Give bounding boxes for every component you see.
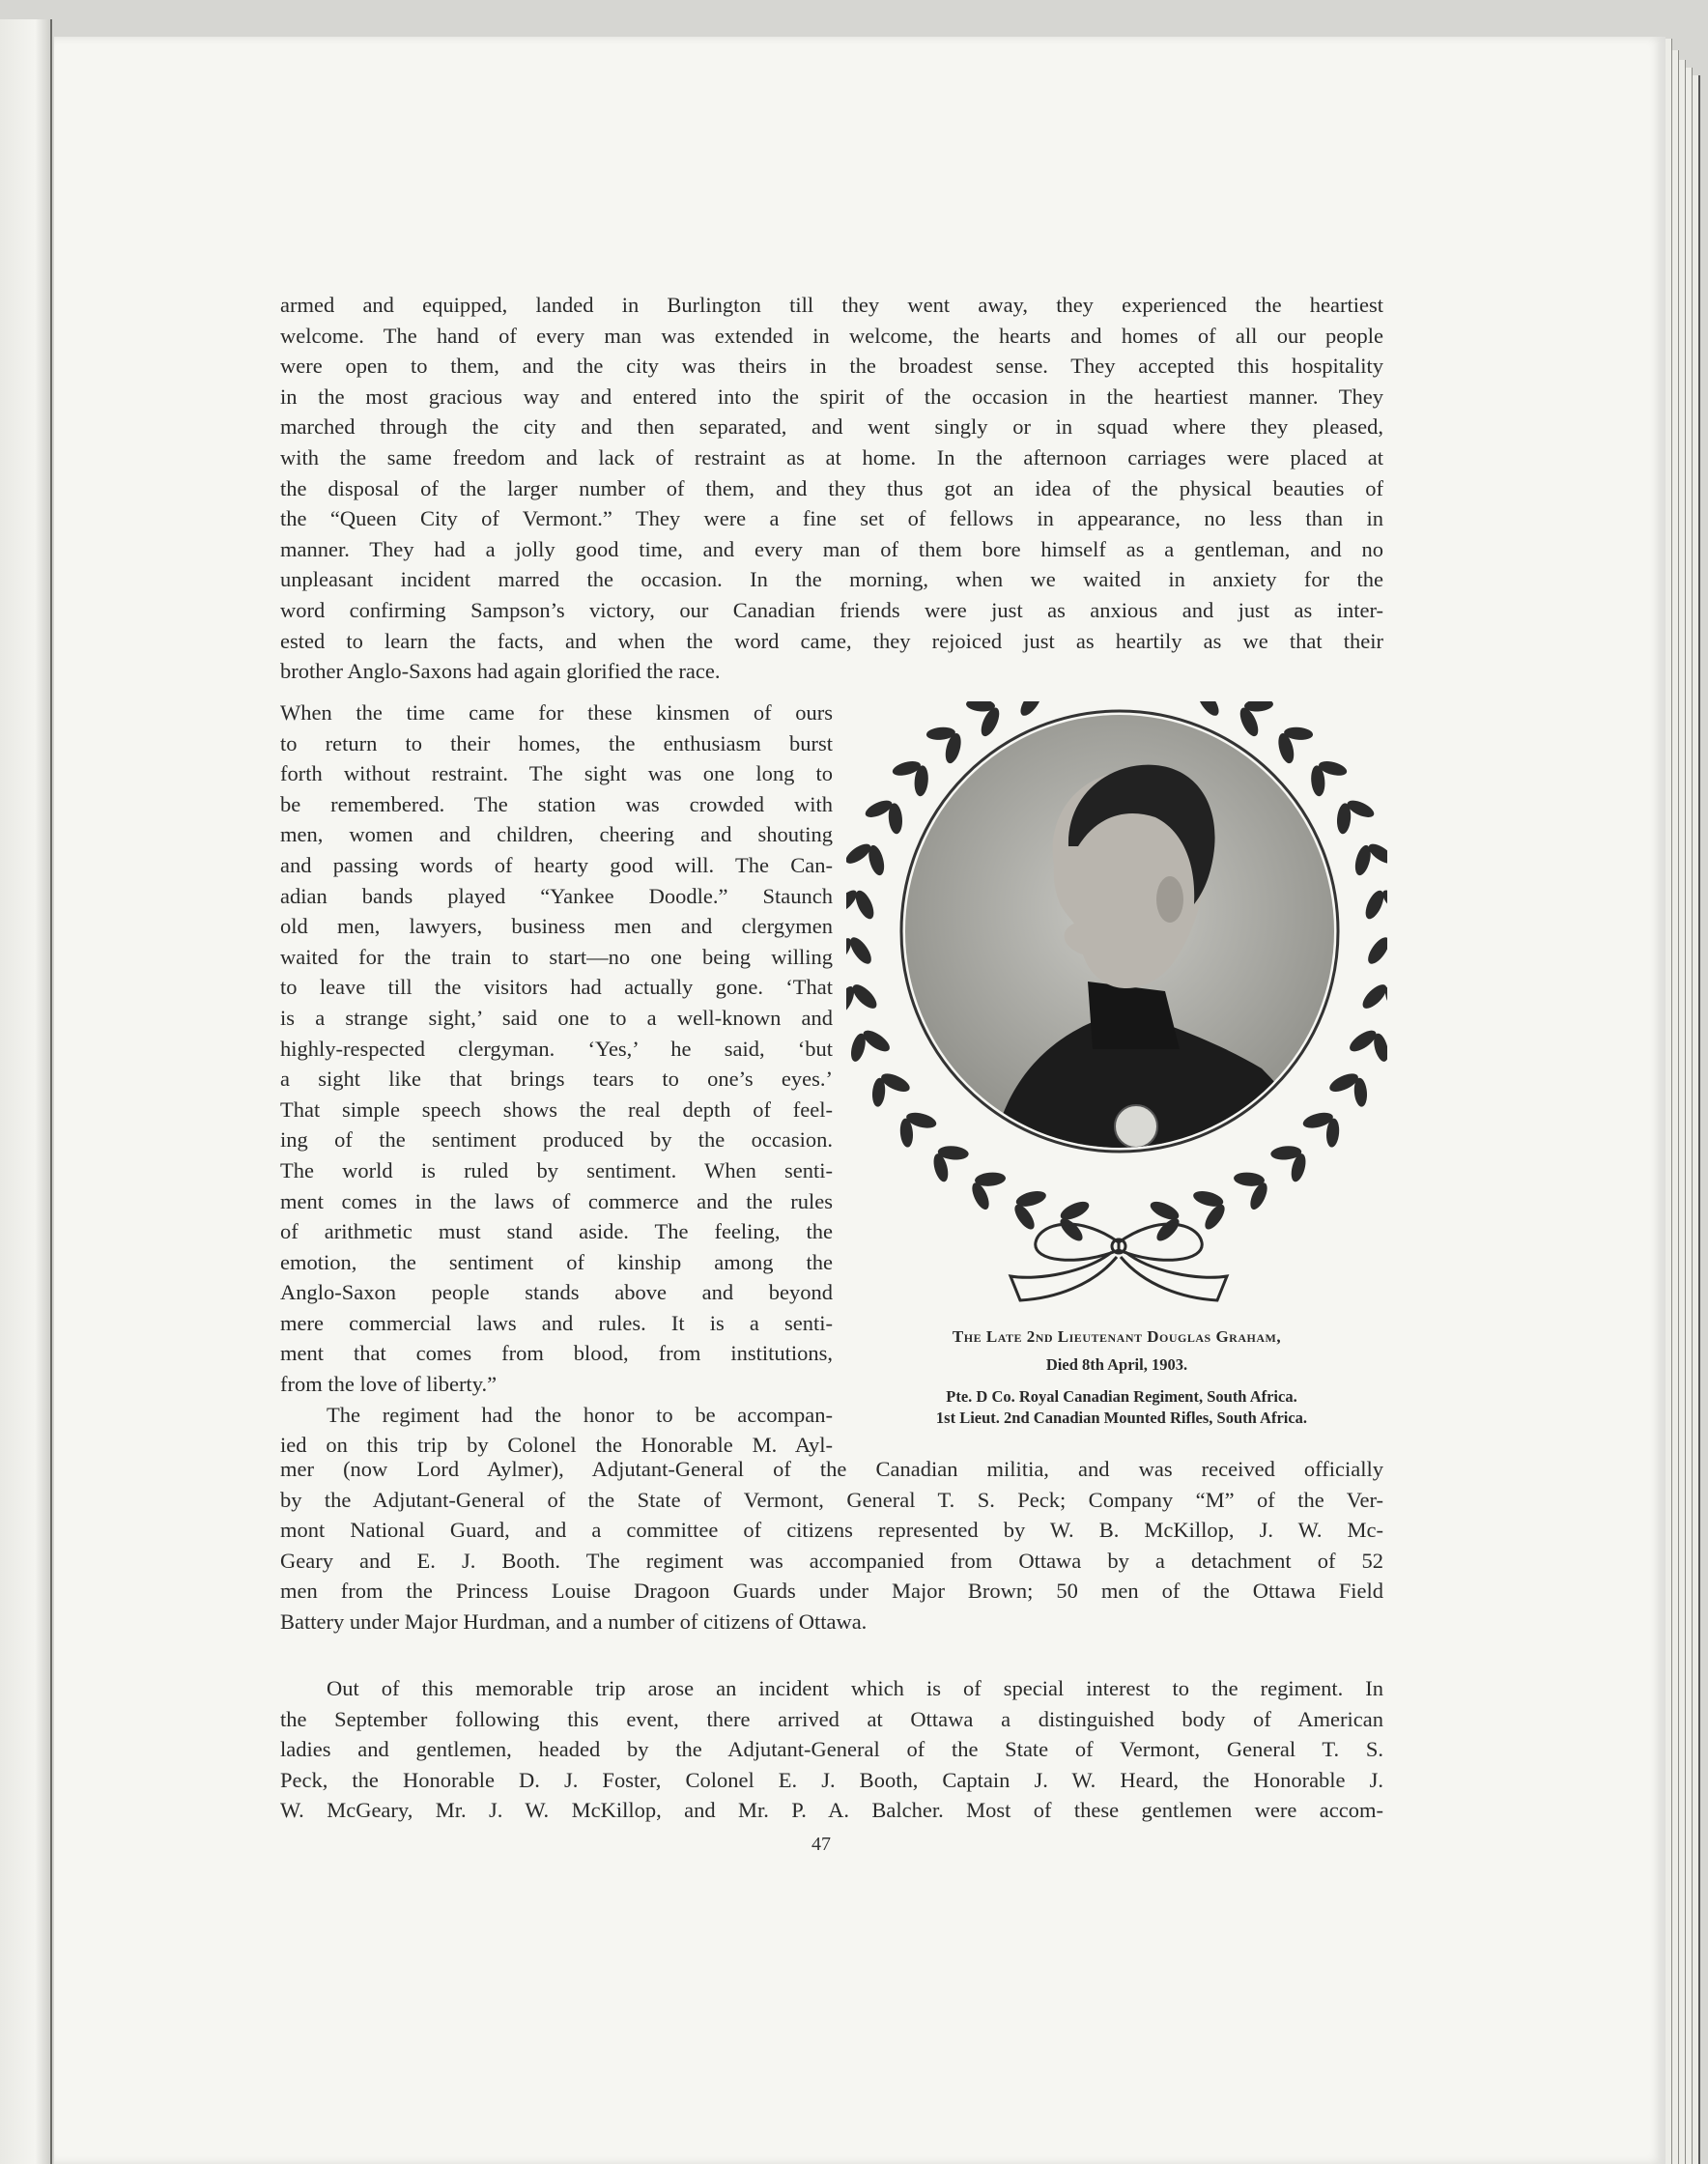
text-line: be remembered. The station was crowded with <box>280 791 833 816</box>
text-line: and passing words of hearty good will. The Can- <box>280 852 833 877</box>
text-line: brother Anglo-Saxons had again glorified the race. <box>280 659 721 684</box>
text-line: adian bands played “Yankee Doodle.” Staunch <box>280 883 833 908</box>
laurel-leaf <box>1194 701 1223 719</box>
text-line: Anglo-Saxon people stands above and beyond <box>280 1280 833 1305</box>
paragraph-departure <box>280 698 833 1461</box>
text-line: Battery under Major Hurdman, and a number of citizens of Ottawa. <box>280 1609 868 1634</box>
text-line: ment that comes from blood, from institutions, <box>280 1341 833 1366</box>
laurel-leaf <box>1359 981 1387 1012</box>
laurel-leaf <box>846 934 875 967</box>
text-line: men, women and children, cheering and shouting <box>280 822 833 847</box>
text-line: waited for the train to start—no one being willing <box>280 944 833 969</box>
text-line: with the same freedom and lack of restraint as at home. In the afternoon carriages were placed at <box>280 444 1383 470</box>
text-line: ladies and gentlemen, headed by the Adjutant-General of the State of Vermont, General T. S. <box>280 1737 1383 1762</box>
text-line: manner. They had a jolly good time, and every man of them bore himself as a gentleman, and no <box>280 536 1383 561</box>
text-line: ing of the sentiment produced by the occasion. <box>280 1127 833 1153</box>
text-line: marched through the city and then separated, and went singly or in squad where they pleased, <box>280 414 1383 440</box>
text-line: of arithmetic must stand aside. The feeling, the <box>280 1219 833 1244</box>
portrait-figure <box>846 701 1387 1436</box>
text-line: Out of this memorable trip arose an incident which is of special interest to the regiment. In <box>327 1676 1383 1700</box>
text-line: mer (now Lord Aylmer), Adjutant-General of the Canadian militia, and was received officially <box>280 1457 1383 1481</box>
page-stack-edge <box>1679 60 1686 2164</box>
page-number: 47 <box>811 1834 831 1855</box>
text-line: ested to learn the facts, and when the word came, they rejoiced just as heartily as we that their <box>280 628 1383 653</box>
text-line: old men, lawyers, business men and clergymen <box>280 914 833 939</box>
text-line: word confirming Sampson’s victory, our Canadian friends were just as anxious and just as inter- <box>280 597 1383 622</box>
text-line: forth without restraint. The sight was one long to <box>280 761 833 786</box>
laurel-leaf <box>1153 1215 1182 1244</box>
text-line: from the love of liberty.” <box>280 1372 498 1397</box>
text-line: unpleasant incident marred the occasion. In the morning, when we waited in anxiety for the <box>280 567 1383 592</box>
text-line: to return to their homes, the enthusiasm burst <box>280 730 833 755</box>
caption-died: Died 8th April, 1903. <box>1045 1355 1188 1374</box>
laurel-leaf <box>1364 934 1387 967</box>
text-line: the disposal of the larger number of them, and they thus got an idea of the physical beauties of <box>280 475 1383 500</box>
text-line: mont National Guard, and a committee of citizens represented by W. B. McKillop, J. W. Mc- <box>280 1518 1383 1543</box>
text-line: mere commercial laws and rules. It is a senti- <box>280 1310 833 1335</box>
ribbon-bow <box>1011 1224 1227 1300</box>
laurel-leaf <box>849 981 881 1012</box>
text-line: were open to them, and the city was theirs in the broadest sense. They accepted this hospitality <box>280 354 1383 379</box>
paragraph-september-visit <box>280 1673 1383 1826</box>
page-stack-edge <box>1686 68 1693 2164</box>
text-line: The regiment had the honor to be accompan- <box>327 1402 833 1427</box>
page-stack-edge <box>1672 50 1679 2164</box>
paragraph-welcome <box>280 290 1383 687</box>
text-line: Peck, the Honorable D. J. Foster, Colonel E. J. Booth, Captain J. W. Heard, the Honorable J. <box>280 1767 1383 1792</box>
laurel-leaf <box>1016 701 1045 719</box>
caption-service-2: 1st Lieut. 2nd Canadian Mounted Rifles, South Africa. <box>935 1409 1308 1427</box>
laurel-wreath-portrait <box>846 701 1387 1329</box>
page-stack-edge <box>1665 39 1672 2164</box>
text-line: The world is ruled by sentiment. When senti- <box>280 1157 833 1182</box>
text-line: the “Queen City of Vermont.” They were a fine set of fellows in appearance, no less than in <box>280 506 1383 531</box>
text-line: armed and equipped, landed in Burlington till they went away, they experienced the heartiest <box>280 293 1383 317</box>
text-line: When the time came for these kinsmen of ours <box>280 700 833 725</box>
facing-page-edge <box>0 19 52 2164</box>
caption-service-1: Pte. D Co. Royal Canadian Regiment, South Africa. <box>946 1387 1297 1406</box>
laurel-leaf <box>1057 1215 1086 1244</box>
text-line: is a strange sight,’ said one to a well-known and <box>280 1005 833 1030</box>
text-line: in the most gracious way and entered into the spirit of the occasion in the heartiest manner. They <box>280 384 1383 409</box>
text-line: W. McGeary, Mr. J. W. McKillop, and Mr. P. A. Balcher. Most of these gentlemen were accom- <box>280 1798 1383 1823</box>
text-line: welcome. The hand of every man was extended in welcome, the hearts and homes of all our people <box>280 323 1383 348</box>
text-line: men from the Princess Louise Dragoon Guards under Major Brown; 50 men of the Ottawa Field <box>280 1579 1383 1604</box>
text-line: by the Adjutant-General of the State of Vermont, General T. S. Peck; Company “M” of the Ver- <box>280 1487 1383 1512</box>
paragraph-reception <box>280 1454 1383 1637</box>
page-stack-edge <box>1693 75 1700 2164</box>
text-line: a sight like that brings tears to one’s eyes.’ <box>280 1067 833 1092</box>
text-line: That simple speech shows the real depth of feel- <box>280 1096 833 1122</box>
text-line: highly-respected clergyman. ‘Yes,’ he said, ‘but <box>280 1036 833 1061</box>
text-line: Geary and E. J. Booth. The regiment was accompanied from Ottawa by a detachment of 52 <box>280 1548 1383 1573</box>
text-line: ied on this trip by Colonel the Honorable M. Ayl- <box>280 1433 833 1458</box>
text-line: ment comes in the laws of commerce and the rules <box>280 1188 833 1213</box>
text-line: emotion, the sentiment of kinship among the <box>280 1249 833 1274</box>
text-line: to leave till the visitors had actually gone. ‘That <box>280 975 833 1000</box>
caption-title: The Late 2nd Lieutenant Douglas Graham, <box>952 1327 1282 1346</box>
text-line: the September following this event, there arrived at Ottawa a distinguished body of American <box>280 1706 1383 1731</box>
